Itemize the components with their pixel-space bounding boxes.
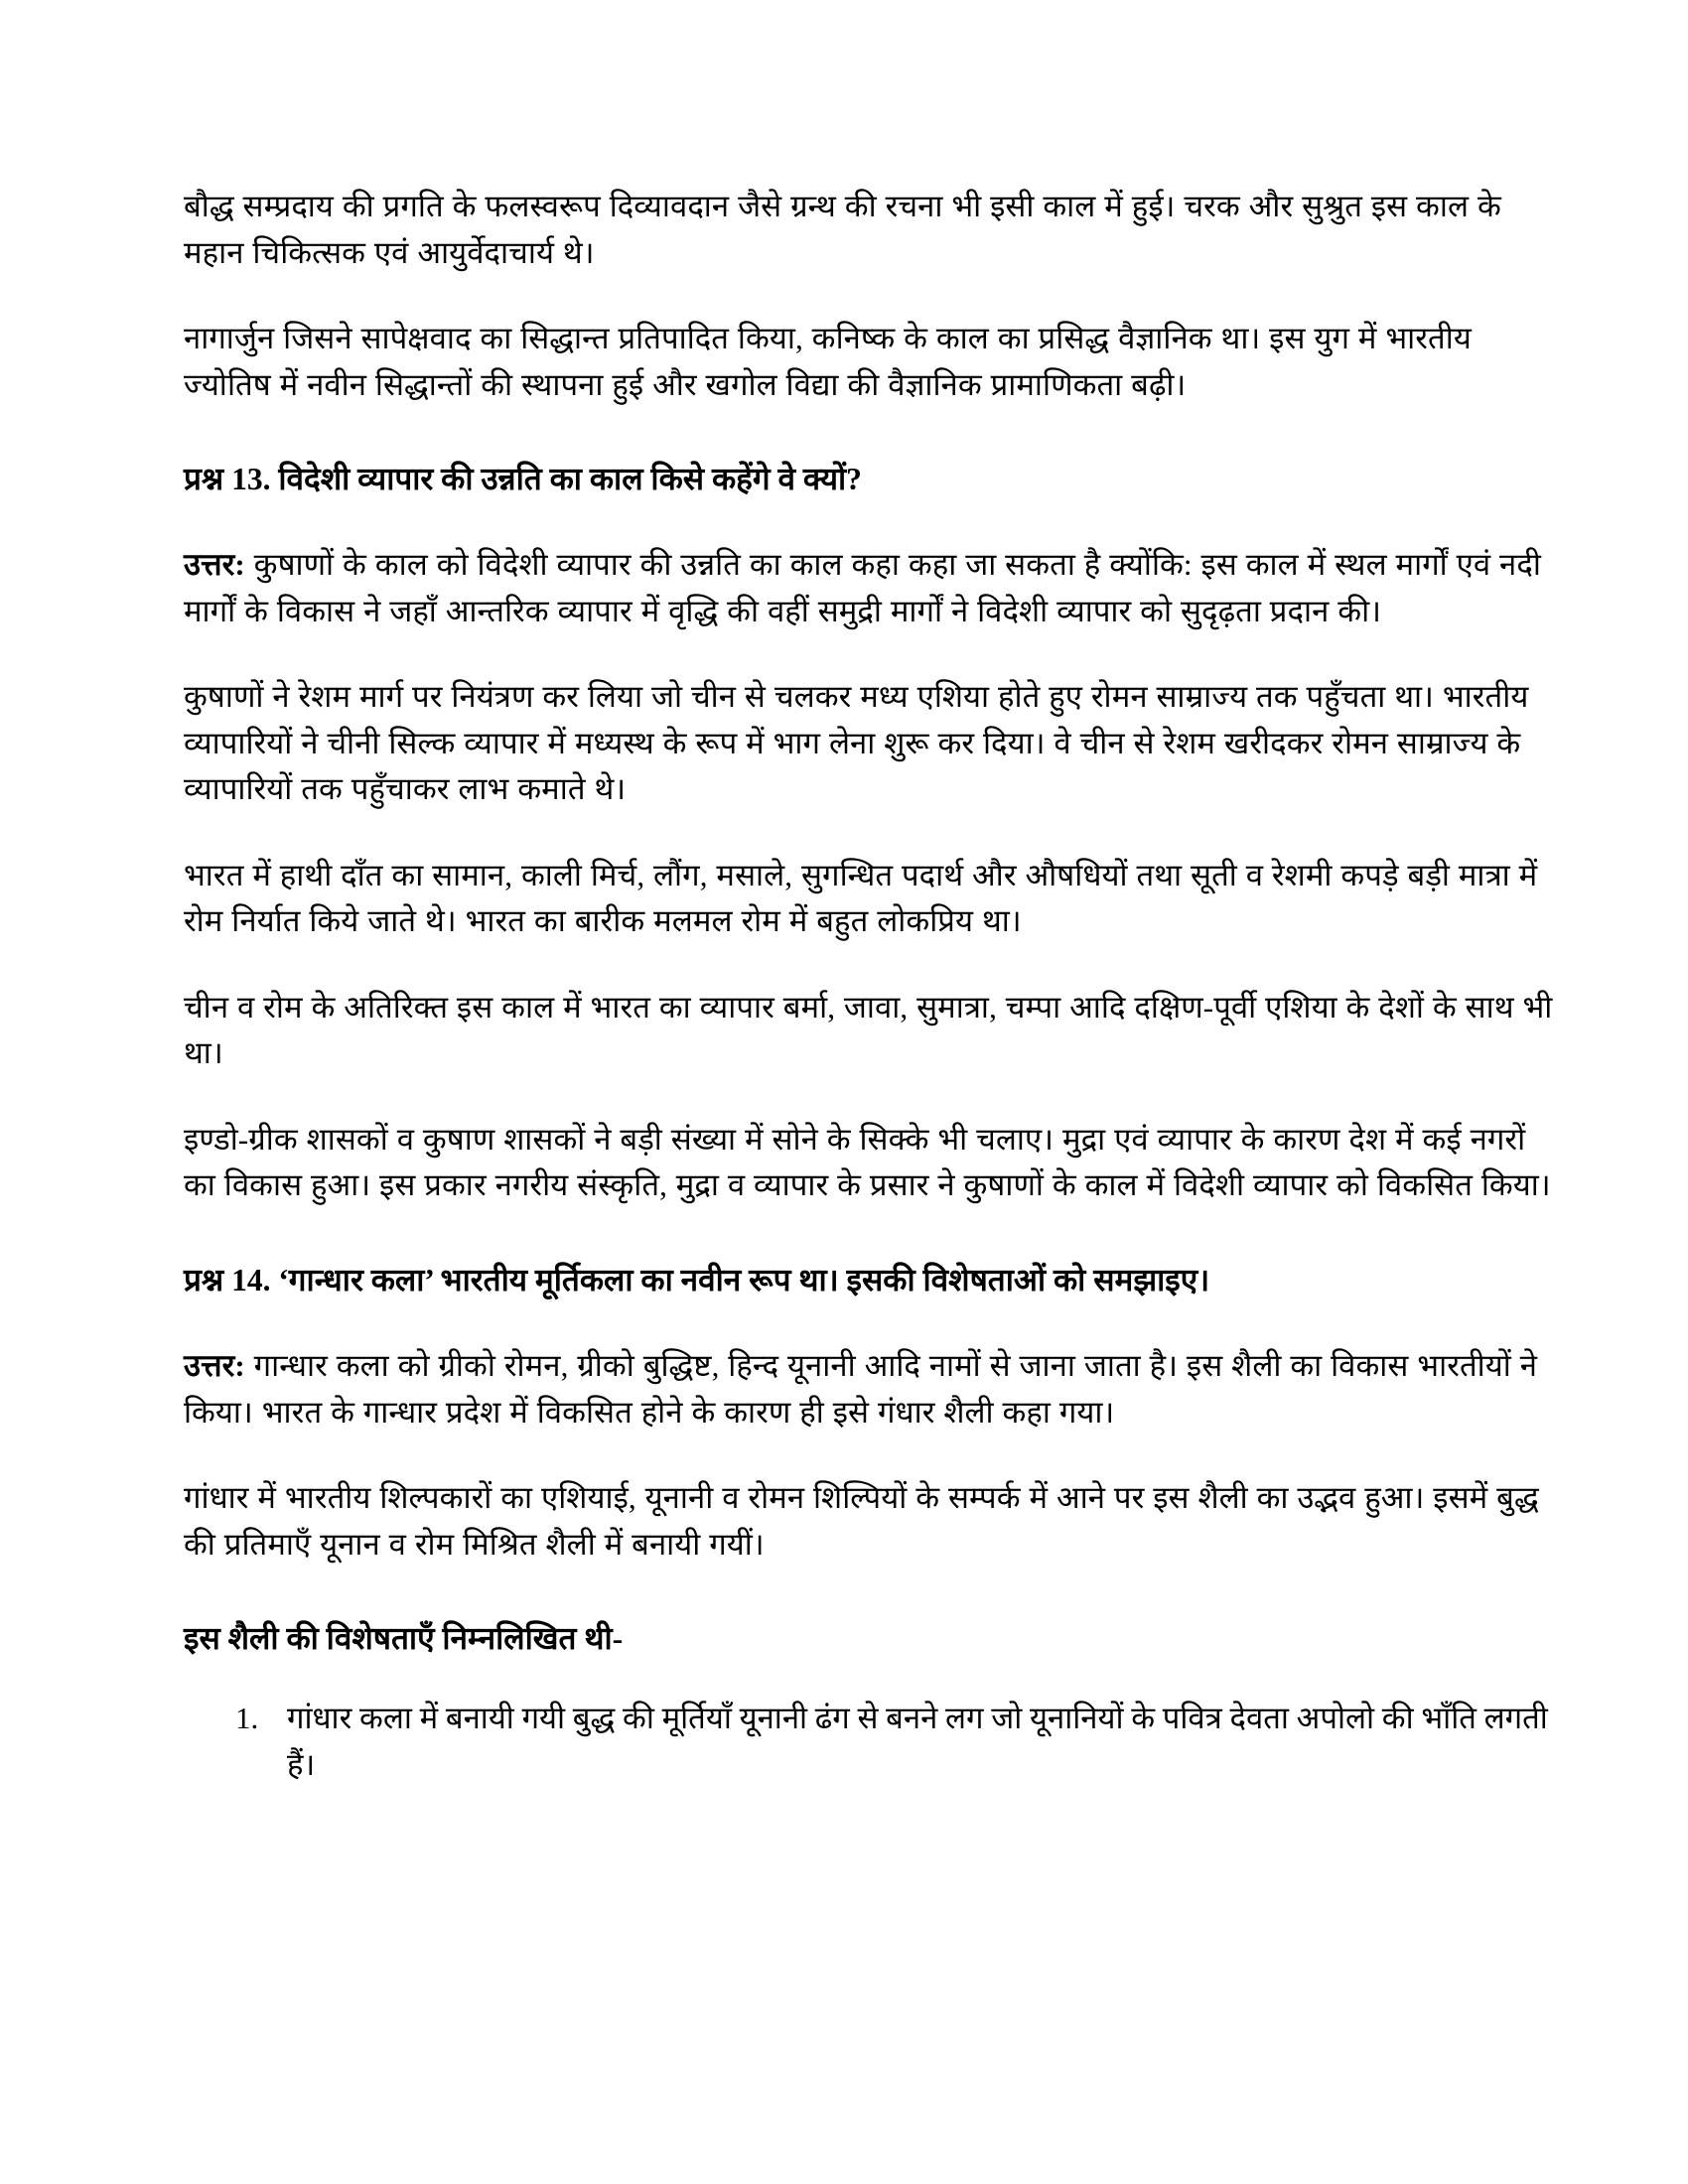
- answer-text-13: कुषाणों के काल को विदेशी व्यापार की उन्नति का काल कहा कहा जा सकता है क्योंकि: इस काल में स्थल मार्गों एवं नदी मार्गों के विकास ने जहाँ आन्तरिक व्यापार में वृद्धि की वहीं समुद्री मार्गों ने विदेशी व्यापार को सुदृढ़ता प्रदान की।: [184, 547, 1541, 628]
- paragraph-silk-route: कुषाणों ने रेशम मार्ग पर नियंत्रण कर लिया जो चीन से चलकर मध्य एशिया होते हुए रोमन साम्राज्य तक पहुँचता था। भारतीय व्यापारियों ने चीनी सिल्क व्यापार में मध्यस्थ के रूप में भाग लेना शुरू कर दिया। वे चीन से रेशम खरीदकर रोमन साम्राज्य के व्यापारियों तक पहुँचाकर लाभ कमाते थे।: [184, 679, 1529, 807]
- paragraph-gandhara-origin: गांधार में भारतीय शिल्पकारों का एशियाई, यूनानी व रोमन शिल्पियों के सम्पर्क में आने पर इस शैली का उद्भव हुआ। इसमें बुद्ध की प्रतिमाएँ यूनान व रोम मिश्रित शैली में बनायी गयीं।: [184, 1480, 1539, 1562]
- feature-list: [184, 1696, 1564, 1788]
- document-content: [184, 184, 1564, 1788]
- question-heading-13: प्रश्न 13. विदेशी व्यापार की उन्नति का काल किसे कहेंगे वे क्यों?: [184, 462, 862, 496]
- answer-label-14: उत्तर:: [184, 1348, 245, 1383]
- list-item: गांधार कला में बनायी गयी बुद्ध की मूर्तियाँ यूनानी ढंग से बनने लग जो यूनानियों के पवित्र देवता अपोलो की भाँति लगती हैं।: [287, 1701, 1548, 1782]
- question-heading-14: प्रश्न 14. ‘गान्धार कला’ भारतीय मूर्तिकला का नवीन रूप था। इसकी विशेषताओं को समझाइए।: [184, 1262, 1210, 1297]
- subheading-features: इस शैली की विशेषताएँ निम्नलिखित थी-: [184, 1621, 624, 1656]
- answer-text-14: गान्धार कला को ग्रीको रोमन, ग्रीको बुद्धिष्ट, हिन्द यूनानी आदि नामों से जाना जाता है। इस शैली का विकास भारतीयों ने किया। भारत के गान्धार प्रदेश में विकसित होने के कारण ही इसे गंधार शैली कहा गया।: [184, 1348, 1538, 1430]
- paragraph-coins-cities: इण्डो-ग्रीक शासकों व कुषाण शासकों ने बड़ी संख्या में सोने के सिक्के भी चलाए। मुद्रा एवं व्यापार के कारण देश में कई नगरों का विकास हुआ। इस प्रकार नगरीय संस्कृति, मुद्रा व व्यापार के प्रसार ने कुषाणों के काल में विदेशी व्यापार को विकसित किया।: [184, 1121, 1551, 1203]
- paragraph-nagarjuna: नागार्जुन जिसने सापेक्षवाद का सिद्धान्त प्रतिपादित किया, कनिष्क के काल का प्रसिद्ध वैज्ञानिक था। इस युग में भारतीय ज्योतिष में नवीन सिद्धान्तों की स्थापना हुई और खगोल विद्या की वैज्ञानिक प्रामाणिकता बढ़ी।: [184, 321, 1472, 402]
- paragraph-buddhist-progress: बौद्ध सम्प्रदाय की प्रगति के फलस्वरूप दिव्यावदान जैसे ग्रन्थ की रचना भी इसी काल में हुई। चरक और सुश्रुत इस काल के महान चिकित्सक एवं आयुर्वेदाचार्य थे।: [184, 189, 1501, 270]
- paragraph-southeast-asia: चीन व रोम के अतिरिक्त इस काल में भारत का व्यापार बर्मा, जावा, सुमात्रा, चम्पा आदि दक्षिण-पूर्वी एशिया के देशों के साथ भी था।: [184, 989, 1553, 1071]
- answer-paragraph-13: [184, 542, 1564, 634]
- answer-label-13: उत्तर:: [184, 547, 245, 583]
- answer-paragraph-14: [184, 1343, 1564, 1435]
- paragraph-exports: भारत में हाथी दाँत का सामान, काली मिर्च, लौंग, मसाले, सुगन्धित पदार्थ और औषधियों तथा सूती व रेशमी कपड़े बड़ी मात्रा में रोम निर्यात किये जाते थे। भारत का बारीक मलमल रोम में बहुत लोकप्रिय था।: [184, 857, 1538, 939]
